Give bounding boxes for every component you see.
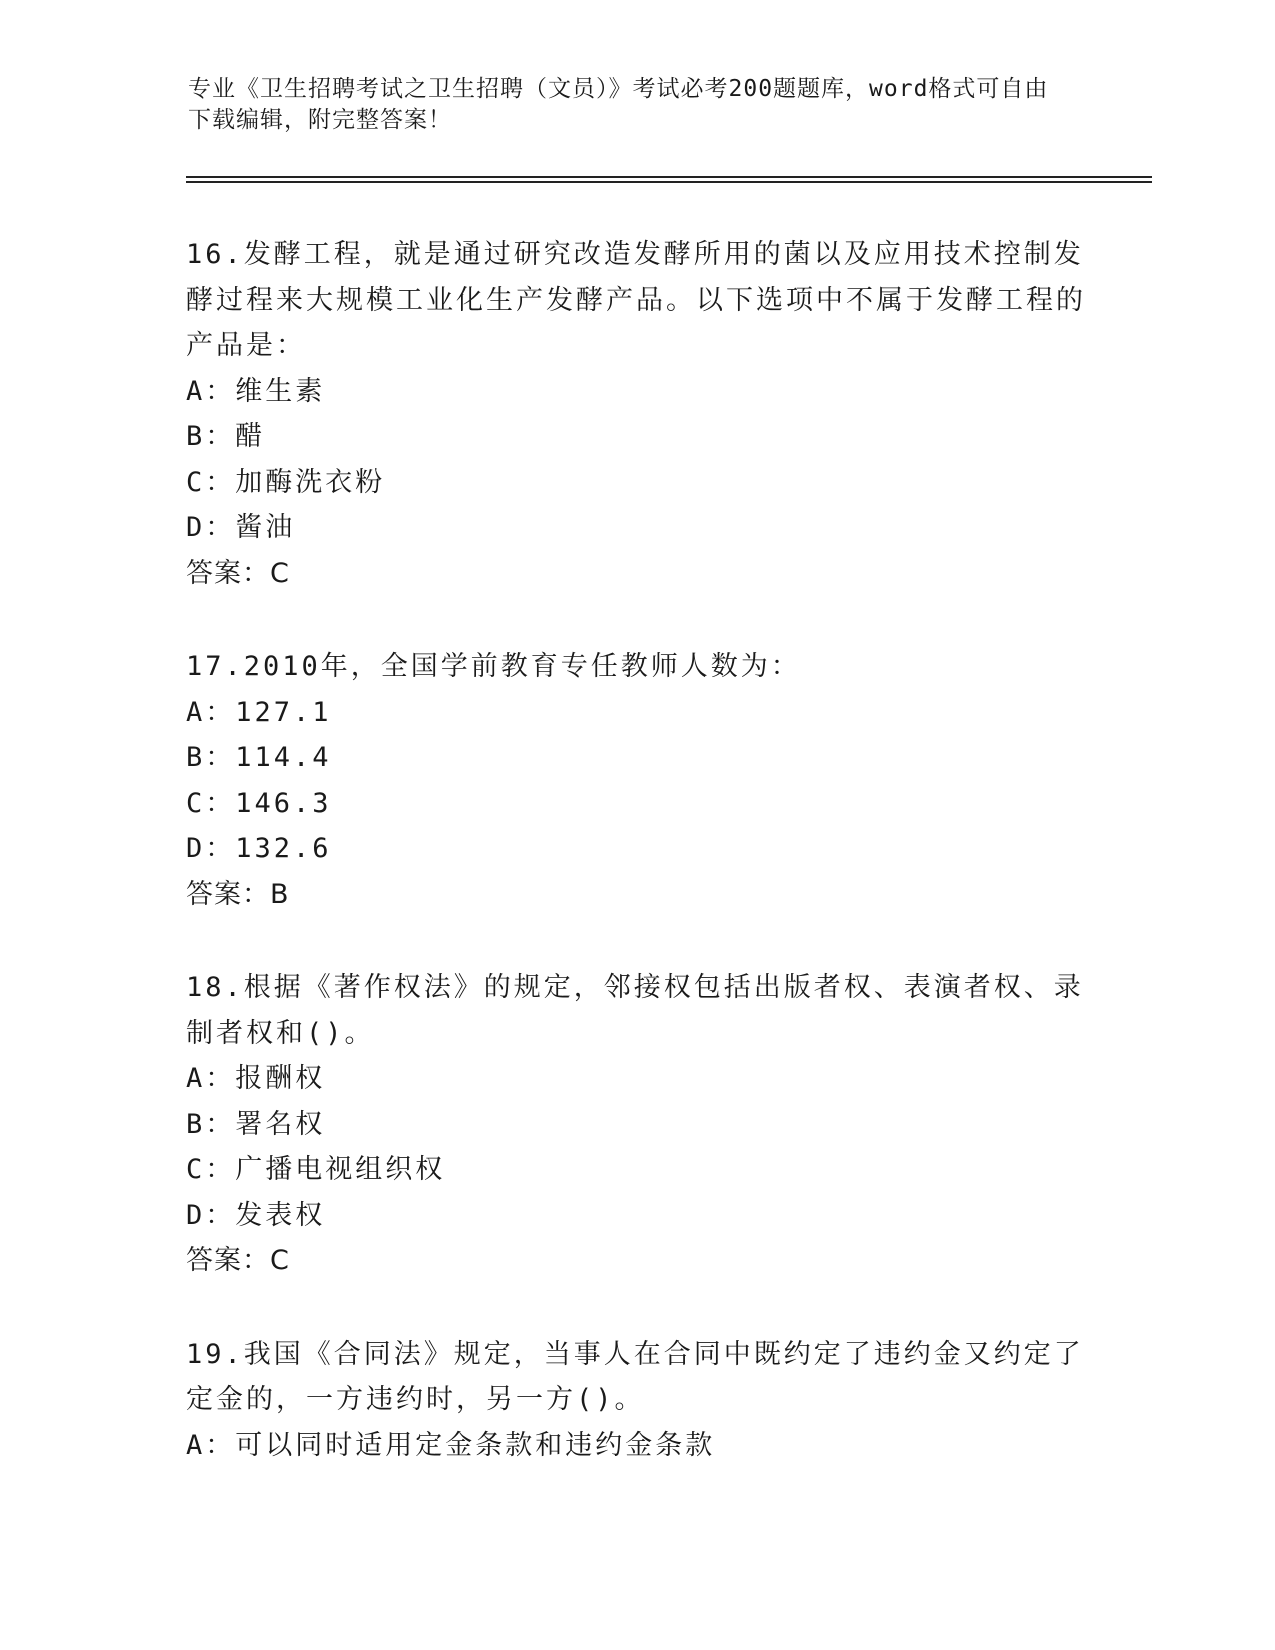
option-d: D：酱油 bbox=[186, 512, 296, 543]
header-divider-bottom bbox=[186, 181, 1152, 183]
option-a: A：127.1 bbox=[186, 696, 332, 728]
question-list bbox=[186, 232, 1086, 1516]
option-a: A：报酬权 bbox=[186, 1063, 326, 1094]
header-divider-top bbox=[186, 176, 1152, 178]
option-a: A：可以同时适用定金条款和违约金条款 bbox=[186, 1429, 716, 1461]
option-b: B：署名权 bbox=[186, 1108, 326, 1140]
option-c: C：广播电视组织权 bbox=[186, 1154, 446, 1185]
question-stem: 17.2010年，全国学前教育专任教师人数为： bbox=[186, 651, 801, 682]
answer-line: 答案：B bbox=[186, 878, 290, 910]
question-19 bbox=[186, 1332, 1086, 1469]
question-18 bbox=[186, 965, 1086, 1284]
option-a: A：维生素 bbox=[186, 375, 326, 407]
option-b: B：114.4 bbox=[186, 742, 332, 773]
option-d: D：发表权 bbox=[186, 1199, 326, 1231]
option-c: C：加酶洗衣粉 bbox=[186, 466, 386, 498]
question-stem: 19.我国《合同法》规定，当事人在合同中既约定了违约金又约定了定金的，一方违约时，另一方()。 bbox=[186, 1338, 1084, 1415]
answer-line: 答案：C bbox=[186, 557, 290, 589]
answer-line: 答案：C bbox=[186, 1245, 290, 1276]
question-16 bbox=[186, 232, 1086, 596]
option-b: B：醋 bbox=[186, 421, 266, 452]
question-stem: 16.发酵工程，就是通过研究改造发酵所用的菌以及应用技术控制发酵过程来大规模工业化生产发酵产品。以下选项中不属于发酵工程的产品是： bbox=[186, 239, 1086, 361]
option-d: D：132.6 bbox=[186, 833, 332, 864]
option-c: C：146.3 bbox=[186, 787, 332, 819]
question-17 bbox=[186, 644, 1086, 917]
question-stem: 18.根据《著作权法》的规定，邻接权包括出版者权、表演者权、录制者权和()。 bbox=[186, 972, 1084, 1049]
document-header: 专业《卫生招聘考试之卫生招聘（文员）》考试必考200题题库，word格式可自由下载编辑，附完整答案！ bbox=[188, 76, 1049, 133]
